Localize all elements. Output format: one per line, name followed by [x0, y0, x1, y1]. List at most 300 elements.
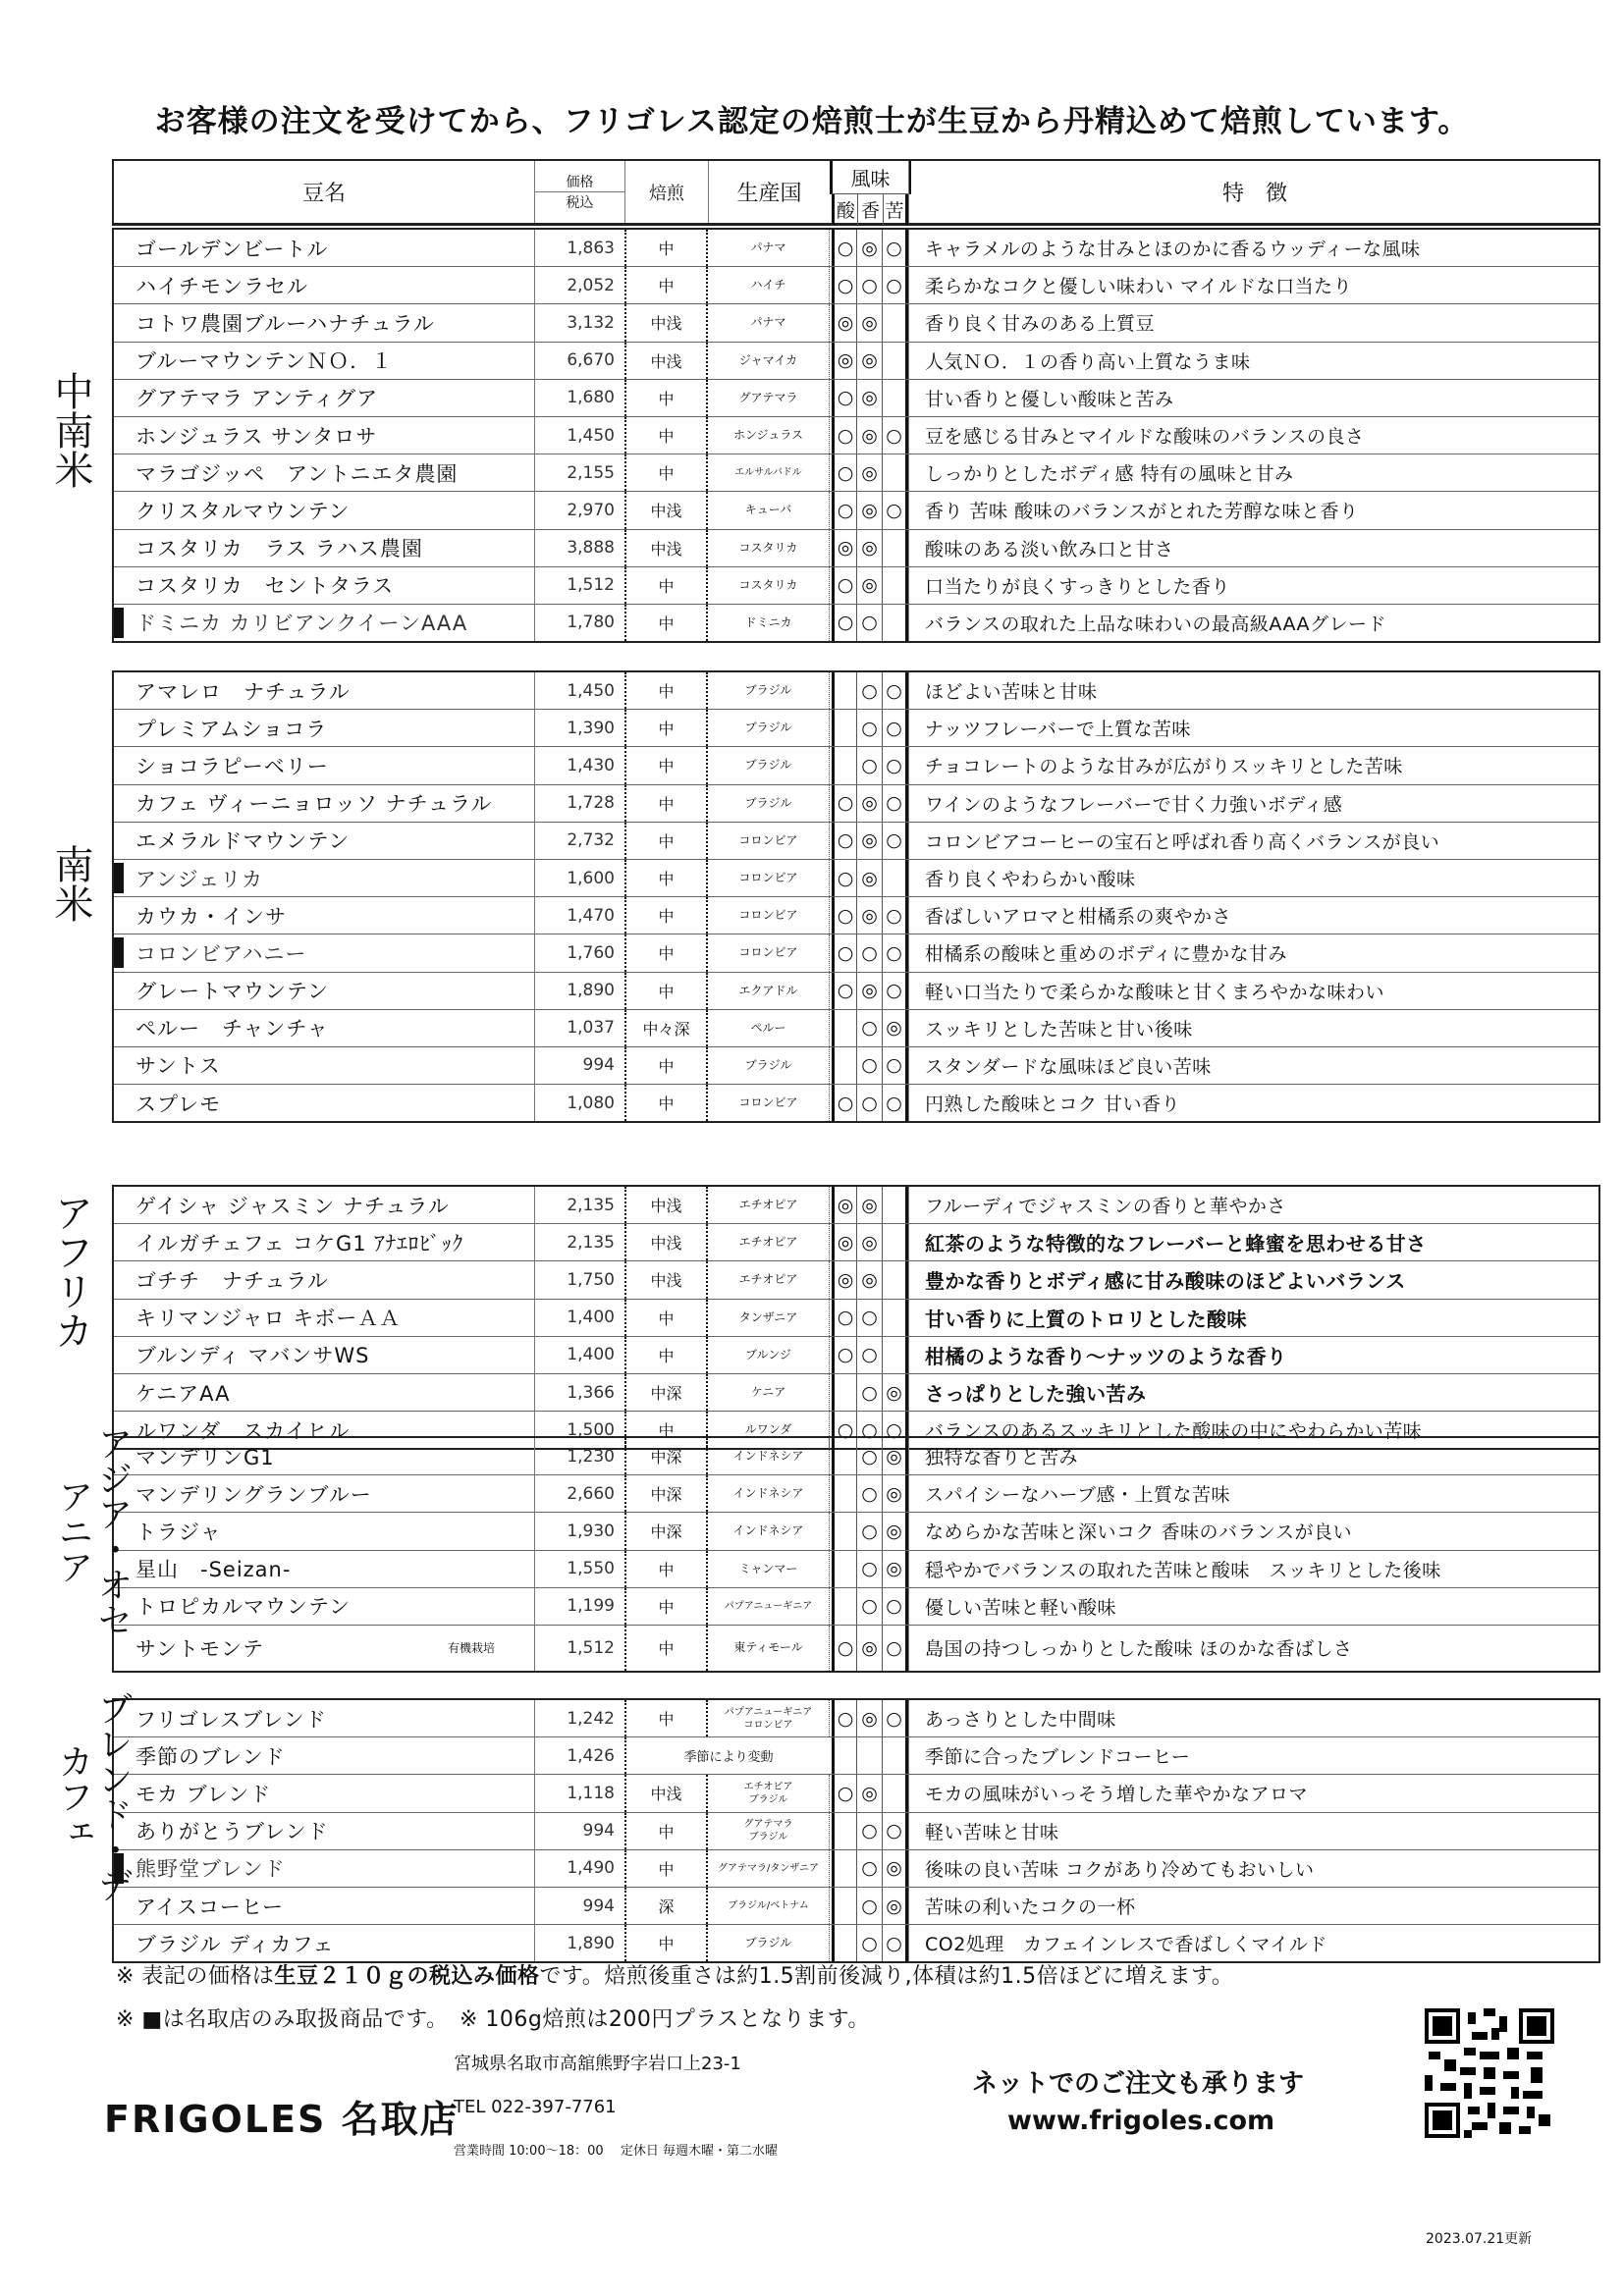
bean-price: 994 — [534, 1047, 624, 1084]
roast-level: 中浅 — [624, 1775, 708, 1811]
flavor-description: コロンビアコーヒーの宝石と呼ばれ香り高くバランスが良い — [908, 823, 1600, 859]
roast-level: 中 — [624, 897, 708, 934]
bean-name: フリゴレスブレンド — [135, 1707, 327, 1732]
roast-level: 中浅 — [624, 530, 708, 566]
bitterness-rating — [883, 567, 908, 604]
table-row — [114, 1438, 1598, 1475]
acidity-rating: ○ — [832, 934, 857, 971]
origin-country: インドネシア — [708, 1513, 830, 1549]
bean-name: カフェ ヴィーニョロッソ ナチュラル — [135, 792, 493, 817]
store-tel: TEL 022-397-7761 — [454, 2097, 617, 2117]
bitterness-rating: ○ — [883, 672, 908, 709]
store-address: 宮城県名取市高舘熊野字岩口上23-1 — [454, 2054, 741, 2074]
roast-level: 中浅 — [624, 1261, 708, 1298]
acidity-rating: ○ — [832, 605, 857, 641]
bitterness-rating: ◎ — [883, 1475, 908, 1512]
bean-name: 季節のブレンド — [135, 1744, 286, 1769]
acidity-rating: ○ — [832, 567, 857, 604]
flavor-description: フルーディでジャスミンの香りと華やかさ — [908, 1187, 1600, 1223]
flavor-description: 円熟した酸味とコク 甘い香り — [908, 1085, 1600, 1121]
acidity-rating: ○ — [832, 454, 857, 491]
aroma-rating — [857, 1737, 883, 1774]
origin-country: ブラジル — [708, 672, 830, 709]
bitterness-rating: ○ — [883, 1925, 908, 1961]
flavor-description: 豊かな香りとボディ感に甘み酸味のほどよいバランス — [908, 1261, 1600, 1298]
bean-price: 1,600 — [534, 860, 624, 896]
aroma-rating: ◎ — [857, 973, 883, 1009]
bitterness-rating — [883, 304, 908, 341]
bitterness-rating: ◎ — [883, 1850, 908, 1887]
roast-level: 中浅 — [624, 1187, 708, 1223]
table-row — [114, 672, 1598, 710]
flavor-description: 柑橘のような香り～ナッツのような香り — [908, 1337, 1600, 1373]
bean-price: 1,400 — [534, 1300, 624, 1336]
flavor-description: キャラメルのような甘みとほのかに香るウッディーな風味 — [908, 230, 1600, 266]
bean-price: 1,230 — [534, 1438, 624, 1474]
acidity-rating — [832, 1438, 857, 1474]
bitterness-rating: ○ — [883, 417, 908, 454]
roast-level: 中 — [624, 567, 708, 604]
table-row — [114, 897, 1598, 934]
price-note-b: 生豆２１０ｇの税込み価格 — [274, 1964, 540, 1989]
table-row — [114, 973, 1598, 1010]
origin-country: ルワンダ — [708, 1412, 830, 1448]
origin-country: パプアニューギニア コロンビア — [708, 1700, 830, 1736]
menu-section — [112, 1698, 1600, 1963]
roast-level: 中 — [624, 747, 708, 783]
aroma-rating: ◎ — [857, 380, 883, 416]
bean-name: マンデリンG1 — [135, 1445, 275, 1469]
table-row — [114, 1374, 1598, 1412]
bitterness-rating — [883, 1775, 908, 1811]
flavor-description: 香り良くやわらかい酸味 — [908, 860, 1600, 896]
bean-price: 1,512 — [534, 1626, 624, 1671]
table-row — [114, 1888, 1598, 1925]
bean-name: グアテマラ アンティグア — [135, 387, 379, 411]
origin-country: ホンジュラス — [708, 417, 830, 454]
header-name: 豆名 — [301, 182, 346, 206]
flavor-description: 季節に合ったブレンドコーヒー — [908, 1737, 1600, 1774]
bitterness-rating: ◎ — [883, 1551, 908, 1587]
header-aroma: 香 — [857, 194, 883, 225]
aroma-rating: ◎ — [857, 897, 883, 934]
bean-name: ブルーマウンテンＮＯ．１ — [135, 349, 394, 374]
aroma-rating: ○ — [857, 1588, 883, 1625]
flavor-description: 独特な香りと苦み — [908, 1438, 1600, 1474]
flavor-description: スッキリとした苦味と甘い後味 — [908, 1010, 1600, 1046]
table-row — [114, 492, 1598, 529]
roast-level: 中 — [624, 823, 708, 859]
table-row — [114, 230, 1598, 267]
origin-country: ブルンジ — [708, 1337, 830, 1373]
acidity-rating: ○ — [832, 1337, 857, 1373]
bean-price: 1,242 — [534, 1700, 624, 1736]
table-row — [114, 1813, 1598, 1850]
acidity-rating: ◎ — [832, 304, 857, 341]
origin-country: タンザニア — [708, 1300, 830, 1336]
flavor-description: ほどよい苦味と甘味 — [908, 672, 1600, 709]
acidity-rating — [832, 710, 857, 746]
region-label-asia-oceania: アジア・オセアニア — [53, 1425, 133, 1637]
origin-country: コロンビア — [708, 823, 830, 859]
origin-country: ブラジル/ベトナム — [708, 1888, 830, 1924]
aroma-rating: ◎ — [857, 343, 883, 379]
bitterness-rating — [883, 605, 908, 641]
bean-price: 2,660 — [534, 1475, 624, 1512]
acidity-rating — [832, 1850, 857, 1887]
table-header — [112, 159, 1600, 226]
bean-name: マラゴジッペ アントニエタ農園 — [135, 461, 459, 486]
roast-level: 中 — [624, 1850, 708, 1887]
bean-name: イルガチェフェ コケG1 ｱﾅｴﾛﾋﾞｯｸ — [135, 1231, 464, 1255]
header-price-bottom: 税込 — [566, 195, 594, 211]
origin-country: パプアニューギニア — [708, 1588, 830, 1625]
bean-price: 2,970 — [534, 492, 624, 528]
acidity-rating: ○ — [832, 785, 857, 822]
table-row — [114, 860, 1598, 897]
bitterness-rating: ○ — [883, 710, 908, 746]
table-row — [114, 1300, 1598, 1337]
acidity-rating: ○ — [832, 1700, 857, 1736]
acidity-rating: ◎ — [832, 1224, 857, 1260]
acidity-rating: ○ — [832, 1412, 857, 1448]
bitterness-rating — [883, 1737, 908, 1774]
bean-name: キリマンジャロ キボーＡＡ — [135, 1307, 402, 1331]
bitterness-rating: ○ — [883, 785, 908, 822]
acidity-rating: ◎ — [832, 343, 857, 379]
website-link[interactable]: www.frigoles.com — [1007, 2106, 1275, 2136]
roast-level: 中浅 — [624, 343, 708, 379]
roast-level: 中 — [624, 267, 708, 303]
bean-price: 1,490 — [534, 1850, 624, 1887]
acidity-rating: ○ — [832, 1775, 857, 1811]
acidity-rating: ○ — [832, 417, 857, 454]
bean-name: コスタリカ セントタラス — [135, 574, 395, 599]
menu-section — [112, 1436, 1600, 1673]
acidity-rating: ○ — [832, 1300, 857, 1336]
table-row — [114, 1588, 1598, 1626]
bitterness-rating: ◎ — [883, 1888, 908, 1924]
origin-country: インドネシア — [708, 1475, 830, 1512]
table-row — [114, 304, 1598, 342]
bean-price: 1,728 — [534, 785, 624, 822]
origin-country: ブラジル — [708, 747, 830, 783]
roast-level: 中 — [624, 672, 708, 709]
aroma-rating: ○ — [857, 1300, 883, 1336]
acidity-rating: ○ — [832, 860, 857, 896]
bean-price: 1,470 — [534, 897, 624, 934]
roast-level: 中 — [624, 380, 708, 416]
origin-country: ブラジル — [708, 1047, 830, 1084]
table-row — [114, 785, 1598, 823]
bean-price: 1,550 — [534, 1551, 624, 1587]
acidity-rating: ○ — [832, 973, 857, 1009]
flavor-description: CO2処理 カフェインレスで香ばしくマイルド — [908, 1925, 1600, 1961]
bean-name: グレートマウンテン — [135, 980, 329, 1004]
acidity-rating: ○ — [832, 267, 857, 303]
origin-country: コスタリカ — [708, 530, 830, 566]
acidity-rating — [832, 1010, 857, 1046]
roast-level: 中 — [624, 1085, 708, 1121]
aroma-rating: ○ — [857, 1888, 883, 1924]
bean-name: 熊野堂ブレンド — [135, 1857, 286, 1882]
flavor-description: チョコレートのような甘みが広がりスッキリとした苦味 — [908, 747, 1600, 783]
origin-country: エクアドル — [708, 973, 830, 1009]
online-order-text: ネットでのご注文も承ります — [972, 2069, 1305, 2099]
bitterness-rating — [883, 860, 908, 896]
aroma-rating: ○ — [857, 1412, 883, 1448]
roast-level: 季節により変動 — [624, 1737, 831, 1774]
acidity-rating: ○ — [832, 1085, 857, 1121]
bean-name: トロピカルマウンテン — [135, 1595, 351, 1620]
bitterness-rating: ○ — [883, 1813, 908, 1849]
aroma-rating: ○ — [857, 1438, 883, 1474]
acidity-rating — [832, 1588, 857, 1625]
bean-price: 1,930 — [534, 1513, 624, 1549]
bitterness-rating: ○ — [883, 492, 908, 528]
bean-price: 1,037 — [534, 1010, 624, 1046]
bean-price: 6,670 — [534, 343, 624, 379]
origin-country: グアテマラ ブラジル — [708, 1813, 830, 1849]
bean-name: ありがとうブレンド — [135, 1820, 329, 1844]
price-note-c: です。焙煎後重さは約1.5割前後減り,体積は約1.5倍ほどに増えます。 — [539, 1964, 1234, 1989]
bean-name: ゴールデンビートル — [135, 237, 329, 261]
bitterness-rating — [883, 1224, 908, 1260]
aroma-rating: ◎ — [857, 1261, 883, 1298]
flavor-description: 優しい苦味と軽い酸味 — [908, 1588, 1600, 1625]
table-row — [114, 1085, 1598, 1121]
aroma-rating: ◎ — [857, 230, 883, 266]
roast-level: 中 — [624, 934, 708, 971]
acidity-rating — [832, 1475, 857, 1512]
bitterness-rating: ○ — [883, 230, 908, 266]
table-row — [114, 1626, 1598, 1671]
bean-price: 994 — [534, 1888, 624, 1924]
bean-price: 994 — [534, 1813, 624, 1849]
table-row — [114, 823, 1598, 860]
table-row — [114, 1850, 1598, 1888]
bean-price: 1,390 — [534, 710, 624, 746]
aroma-rating: ◎ — [857, 860, 883, 896]
flavor-description: しっかりとしたボディ感 特有の風味と甘み — [908, 454, 1600, 491]
flavor-description: 島国の持つしっかりとした酸味 ほのかな香ばしさ — [908, 1626, 1600, 1671]
flavor-description: 香ばしいアロマと柑橘系の爽やかさ — [908, 897, 1600, 934]
roast-level: 中 — [624, 1700, 708, 1736]
aroma-rating: ◎ — [857, 1187, 883, 1223]
aroma-rating: ◎ — [857, 1700, 883, 1736]
roast-level: 中 — [624, 785, 708, 822]
roast-level: 中浅 — [624, 492, 708, 528]
acidity-rating: ○ — [832, 1626, 857, 1671]
aroma-rating: ◎ — [857, 454, 883, 491]
header-origin: 生産国 — [708, 161, 830, 223]
bitterness-rating: ◎ — [883, 1513, 908, 1549]
acidity-rating — [832, 1737, 857, 1774]
acidity-rating — [832, 1888, 857, 1924]
roast-level: 中浅 — [624, 304, 708, 341]
aroma-rating: ○ — [857, 605, 883, 641]
origin-country: キューバ — [708, 492, 830, 528]
table-row — [114, 1337, 1598, 1374]
bean-price: 1,760 — [534, 934, 624, 971]
table-row — [114, 380, 1598, 417]
origin-country: ケニア — [708, 1374, 830, 1411]
price-note-a: ※ 表記の価格は — [116, 1964, 275, 1989]
origin-country: パナマ — [708, 304, 830, 341]
bean-name: エメラルドマウンテン — [135, 829, 351, 854]
table-row — [114, 1475, 1598, 1513]
acidity-rating — [832, 747, 857, 783]
table-row — [114, 1737, 1598, 1775]
bean-name: ブルンディ マバンサWS — [135, 1344, 370, 1368]
acidity-rating: ○ — [832, 492, 857, 528]
bean-price: 3,888 — [534, 530, 624, 566]
bean-price: 2,732 — [534, 823, 624, 859]
bitterness-rating: ○ — [883, 1085, 908, 1121]
roast-level: 中 — [624, 454, 708, 491]
origin-country: ペルー — [708, 1010, 830, 1046]
table-row — [114, 1187, 1598, 1224]
bitterness-rating: ○ — [883, 1588, 908, 1625]
table-row — [114, 1775, 1598, 1812]
bean-name: ケニアAA — [135, 1381, 231, 1406]
header-price-top: 価格 — [535, 172, 624, 192]
origin-country: ハイチ — [708, 267, 830, 303]
aroma-rating: ○ — [857, 1085, 883, 1121]
table-row — [114, 1551, 1598, 1588]
table-row — [114, 343, 1598, 380]
flavor-description: バランスのあるスッキリとした酸味の中にやわらかい苦味 — [908, 1412, 1600, 1448]
bean-name: アマレロ ナチュラル — [135, 679, 351, 704]
table-row — [114, 747, 1598, 784]
acidity-rating: ○ — [832, 823, 857, 859]
bitterness-rating: ◎ — [883, 1438, 908, 1474]
bean-name: モカ ブレンド — [135, 1782, 272, 1806]
bean-price: 1,366 — [534, 1374, 624, 1411]
origin-country: コロンビア — [708, 897, 830, 934]
flavor-description: 柔らかなコクと優しい味わい マイルドな口当たり — [908, 267, 1600, 303]
origin-country: エチオピア — [708, 1187, 830, 1223]
bitterness-rating: ○ — [883, 973, 908, 1009]
bean-name: 星山 -Seizan- — [135, 1558, 292, 1582]
header-acid: 酸 — [832, 194, 857, 225]
bean-price: 2,052 — [534, 267, 624, 303]
table-row — [114, 1261, 1598, 1299]
bean-name: アンジェリカ — [135, 867, 264, 891]
bean-price: 1,780 — [534, 605, 624, 641]
roast-level: 中 — [624, 1626, 708, 1671]
bean-price: 1,863 — [534, 230, 624, 266]
roast-level: 中々深 — [624, 1010, 708, 1046]
roast-level: 中 — [624, 860, 708, 896]
bitterness-rating — [883, 454, 908, 491]
origin-country: ブラジル — [708, 785, 830, 822]
store-logo — [104, 2089, 460, 2143]
flavor-description: ワインのようなフレーバーで甘く力強いボディ感 — [908, 785, 1600, 822]
flavor-description: バランスの取れた上品な味わいの最高級AAAグレード — [908, 605, 1600, 641]
bitterness-rating — [883, 343, 908, 379]
store-note: ※ ■は名取店のみ取扱商品です。 ※ 106g焙煎は200円プラスとなります。 — [116, 2007, 870, 2032]
bitterness-rating: ○ — [883, 267, 908, 303]
roast-level: 中深 — [624, 1513, 708, 1549]
bitterness-rating: ○ — [883, 823, 908, 859]
bean-name: コトワ農園ブルーハナチュラル — [135, 311, 435, 336]
bean-price: 1,680 — [534, 380, 624, 416]
aroma-rating: ○ — [857, 1850, 883, 1887]
bitterness-rating — [883, 1187, 908, 1223]
flavor-description: 穏やかでバランスの取れた苦味と酸味 スッキリとした後味 — [908, 1551, 1600, 1587]
flavor-description: スタンダードな風味ほど良い苦味 — [908, 1047, 1600, 1084]
origin-country: 東ティモール — [708, 1626, 830, 1671]
aroma-rating: ○ — [857, 1475, 883, 1512]
origin-country: コロンビア — [708, 934, 830, 971]
bean-name: ドミニカ カリビアンクイーンAAA — [135, 612, 468, 636]
bean-price: 1,426 — [534, 1737, 624, 1774]
bean-price: 1,430 — [534, 747, 624, 783]
bitterness-rating — [883, 1337, 908, 1373]
aroma-rating: ○ — [857, 934, 883, 971]
table-row — [114, 530, 1598, 567]
flavor-description: なめらかな苦味と深いコク 香味のバランスが良い — [908, 1513, 1600, 1549]
aroma-rating: ○ — [857, 1047, 883, 1084]
table-row — [114, 1513, 1598, 1550]
bean-price: 1,118 — [534, 1775, 624, 1811]
acidity-rating: ◎ — [832, 1187, 857, 1223]
aroma-rating: ◎ — [857, 567, 883, 604]
aroma-rating: ◎ — [857, 1224, 883, 1260]
roast-level: 深 — [624, 1888, 708, 1924]
origin-country: インドネシア — [708, 1438, 830, 1474]
bitterness-rating: ◎ — [883, 1374, 908, 1411]
bean-name: ゴチチ ナチュラル — [135, 1268, 329, 1293]
bean-price: 1,500 — [534, 1412, 624, 1448]
qr-code-icon — [1425, 2008, 1554, 2138]
logo-text: FRIGOLES 名取店 — [104, 2098, 460, 2141]
updated-date: 2023.07.21更新 — [1426, 2231, 1533, 2247]
roast-level: 中 — [624, 973, 708, 1009]
price-note — [116, 1959, 1233, 1990]
table-row — [114, 267, 1598, 304]
origin-country: ブラジル — [708, 710, 830, 746]
table-row — [114, 1224, 1598, 1261]
origin-country: エチオピア — [708, 1261, 830, 1298]
bean-name: スプレモ — [135, 1092, 222, 1116]
bean-name: ゲイシャ ジャスミン ナチュラル — [135, 1194, 450, 1218]
bean-name: ルワンダ スカイヒル — [135, 1418, 351, 1443]
roast-level: 中浅 — [624, 1224, 708, 1260]
bean-name: マンデリングランブルー — [135, 1482, 372, 1507]
bean-price: 2,135 — [534, 1187, 624, 1223]
organic-note: 有機栽培 — [448, 1641, 496, 1656]
flavor-description: 酸味のある淡い飲み口と甘さ — [908, 530, 1600, 566]
aroma-rating: ○ — [857, 1337, 883, 1373]
bean-name: ペルー チャンチャ — [135, 1017, 329, 1041]
table-row — [114, 605, 1598, 641]
acidity-rating — [832, 672, 857, 709]
aroma-rating: ○ — [857, 1813, 883, 1849]
flavor-description: 甘い香りに上質のトロリとした酸味 — [908, 1300, 1600, 1336]
header-flavor: 風味 — [830, 161, 911, 194]
menu-section — [112, 1185, 1600, 1450]
flavor-description: 甘い香りと優しい酸味と苦み — [908, 380, 1600, 416]
header-bitter: 苦 — [883, 194, 908, 225]
origin-country: ドミニカ — [708, 605, 830, 641]
flavor-description: 豆を感じる甘みとマイルドな酸味のバランスの良さ — [908, 417, 1600, 454]
roast-level: 中深 — [624, 1374, 708, 1411]
roast-level: 中 — [624, 710, 708, 746]
acidity-rating — [832, 1047, 857, 1084]
bean-price: 1,400 — [534, 1337, 624, 1373]
